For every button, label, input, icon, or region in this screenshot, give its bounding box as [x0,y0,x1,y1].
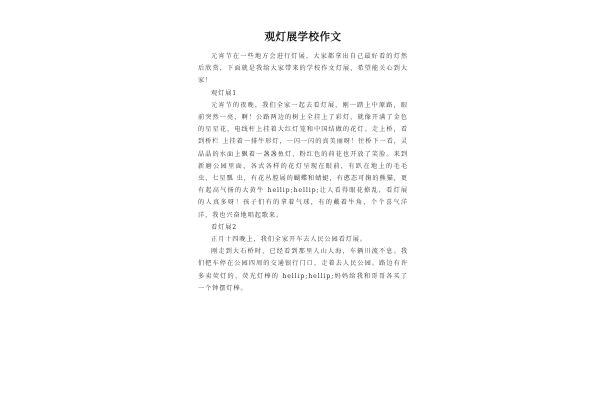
section-heading-2: 看灯展2 [211,223,238,231]
section-2-paragraph-2: 刚走到大石桥时，已经看到那里人山人海，车辆川流不息。我们把车停在公园四周的交通银行门口，走着去人民公园。路边有许多卖荧灯的、荧光灯棒的 hellip;hellip;妈妈给我和哥哥各买了一个钟摆灯棒。 [198,248,408,292]
section-2-paragraph-1: 正月十四晚上，我们全家开车去人民公园看灯展。 [211,236,367,244]
section-heading-1: 观灯展1 [211,89,238,97]
intro-paragraph: 元宵节在一些地方会进行灯展，大家都拿出自己最好看的灯然后欣赏，下面就是我给大家带来的学校作文灯展，希望能关心到大家！ [198,53,408,85]
document-page [198,30,408,390]
section-1-paragraph: 元宵节的夜晚，我们全家一起去看灯展，刚一踏上中原路，眼前突然一亮，啊！公路两边的树上全挂上了彩灯，就像开满了金色的星星花，电线杆上挂着大红灯笼和中国结做的花灯。走上桥，看到桥栏 上挂着一排牛形灯，一闪一闪的真美丽呀！往桥下一看，灵晶晶的水面上飘着一盏盏鱼灯、粉红色的荷花也开放了笑脸。来到新磨公园里面，各式各样的花灯呈现在眼前，有趴在地上的毛毛虫、七星瓢 虫，有花丛腔展的蝴蝶和蜻蜓，有憨态可掬的熊猫，更有起高气扬的大黄牛 hellip;hellip;让人看得眼花撩乱，看灯展的人真多呀！孩子们有的拿着气球，有的戴着牛角，个个喜气洋洋，我也兴奋地唱起歌来。 [198,101,408,219]
document-title: 观灯展学校作文 [264,31,342,43]
